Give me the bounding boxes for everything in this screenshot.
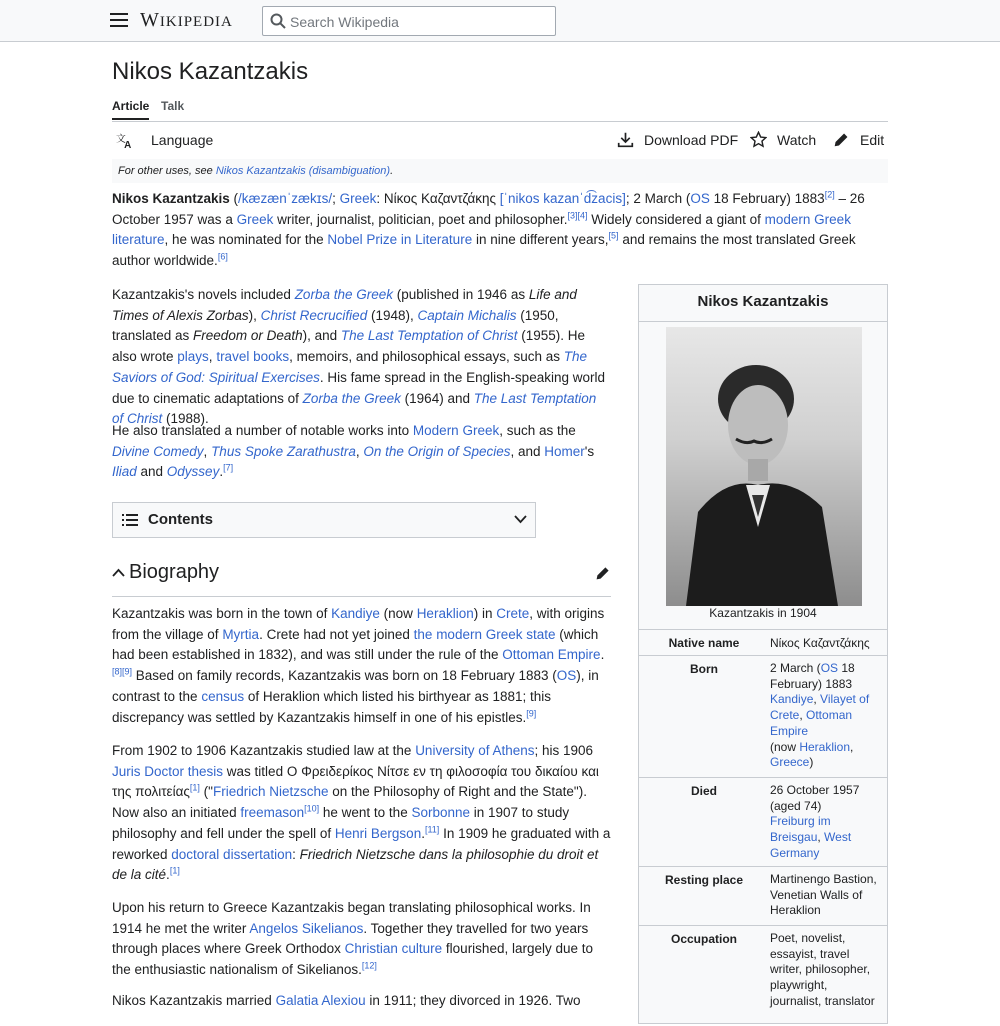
site-header bbox=[0, 0, 1000, 42]
page-toolbar bbox=[112, 123, 888, 159]
watch-button[interactable] bbox=[750, 131, 816, 148]
infobox-title: Nikos Kazantzakis bbox=[639, 285, 887, 322]
download-pdf-label: Download PDF bbox=[644, 131, 739, 148]
infobox-row: Occupation Poet, novelist, essayist, travel writer, philosopher, playwright, journalist, translator bbox=[639, 925, 887, 1026]
lead-paragraph-1: Nikos Kazantzakis (/kæzænˈzækɪs/; Greek: Νίκος Καζαντζάκης [ˈnikos kazanˈd͡zacis]; 2 March (OS 18 February) 1883[2] – 26 October 1957 was a Greek writer, journalist, politician, poet and philosopher.[3][4] Widely considered a giant of modern Greek literature, he was nominated for the Nobel Prize in Literature in nine different years,[5] and remains the most translated Greek author worldwide.[6] bbox=[112, 189, 865, 269]
tab-talk[interactable]: Talk bbox=[161, 99, 185, 113]
edit-button[interactable] bbox=[833, 131, 884, 148]
watch-label: Watch bbox=[777, 131, 817, 148]
namespace-tabs bbox=[112, 99, 888, 122]
portrait-photo[interactable] bbox=[666, 327, 862, 606]
svg-text:A: A bbox=[124, 140, 132, 149]
lead-paragraph-3: He also translated a number of notable works into Modern Greek, such as the Divine Comedy, Thus Spoke Zarathustra, On the Origin of Species, and Homer's Iliad and Odyssey.[7] bbox=[112, 423, 595, 480]
biography-paragraph-1: Kazantzakis was born in the town of Kandiye (now Heraklion) in Crete, with origins from the village of Myrtia. Crete had not yet joined the modern Greek state (which had been established in 1832), and was still under the rule of the Ottoman Empire.[8][9] Based on family records, Kazantzakis was born on 18 February 1883 (OS), in contrast to the census of Heraklion which listed his birthyear as 1881; this discrepancy was settled by Kazantzakis himself in one of his epistles.[9] bbox=[112, 606, 605, 725]
edit-label: Edit bbox=[860, 131, 885, 148]
contents-label: Contents bbox=[148, 511, 213, 528]
hatnote: For other uses, see Nikos Kazantzakis (disambiguation). bbox=[112, 159, 888, 183]
biography-paragraph-4: Nikos Kazantzakis married Galatia Alexiou in 1911; they divorced in 1926. Two bbox=[112, 993, 581, 1008]
search-placeholder: Search Wikipedia bbox=[290, 14, 399, 30]
svg-text:文: 文 bbox=[116, 133, 126, 145]
infobox-row: Native name Νίκος Καζαντζάκης bbox=[639, 629, 887, 656]
language-icon bbox=[116, 131, 134, 149]
wikipedia-logo[interactable]: WIKIPEDIA bbox=[140, 9, 233, 31]
lead-paragraph-2: Kazantzakis's novels included Zorba the Greek (published in 1946 as Life and Times of Alexis Zorbas), Christ Recrucified (1948), Captain Michalis (1950, translated as Freedom or Death), and The Last Temptation of Christ (1955). He also wrote plays, travel books, memoirs, and philosophical essays, such as The Saviors of God: Spiritual Exercises. His fame spread in the English-speaking world due to cinematic adaptations of Zorba the Greek (1964) and The Last Temptation of Christ (1988). bbox=[112, 287, 605, 427]
language-label: Language bbox=[151, 132, 214, 148]
menu-icon[interactable] bbox=[110, 13, 128, 29]
infobox bbox=[638, 284, 888, 1024]
table-of-contents-toggle[interactable] bbox=[112, 502, 536, 538]
list-icon bbox=[122, 513, 138, 527]
infobox-row: Born 2 March (OS 18 February) 1883 Kandiye, Vilayet of Crete, Ottoman Empire (now Heraklion, Greece) bbox=[639, 655, 887, 778]
pencil-icon[interactable] bbox=[595, 565, 611, 581]
died-value: 26 October 1957 (aged 74) Freiburg im Breisgau, West Germany bbox=[770, 783, 860, 860]
chevron-up-icon bbox=[112, 568, 125, 577]
section-heading-biography[interactable] bbox=[112, 558, 611, 597]
pencil-icon bbox=[833, 131, 850, 148]
download-icon bbox=[617, 131, 634, 148]
disambiguation-link[interactable]: Nikos Kazantzakis (disambiguation) bbox=[215, 165, 391, 177]
section-title: Biography bbox=[129, 561, 220, 583]
search-icon bbox=[270, 13, 286, 29]
biography-paragraph-3: Upon his return to Greece Kazantzakis began translating philosophical works. In 1914 he met the writer Angelos Sikelianos. Together they travelled for two years through places where Greek Orthodox Christian culture flourished, largely due to the enthusiastic nationalism of Sikelianos.[12] bbox=[112, 900, 594, 978]
star-icon bbox=[750, 131, 767, 148]
tab-article[interactable]: Article bbox=[112, 99, 149, 120]
portrait-caption: Kazantzakis in 1904 bbox=[709, 606, 817, 620]
page-title: Nikos Kazantzakis bbox=[112, 58, 309, 85]
download-pdf-button[interactable] bbox=[617, 131, 738, 148]
biography-paragraph-2: From 1902 to 1906 Kazantzakis studied law at the University of Athens; his 1906 Juris Doctor thesis was titled Ο Φρειδερίκος Νίτσε εν τη φιλοσοφία του δικαίου και της πολιτείας[1] ("Friedrich Nietzsche on the Philosophy of Right and the State"). Now also an initiated freemason[10] he went to the Sorbonne in 1907 to study philosophy and fell under the spell of Henri Bergson.[11] In 1909 he graduated with a reworked doctoral dissertation: Friedrich Nietzsche dans la philosophie du droit et de la cité.[1] bbox=[112, 743, 611, 883]
born-value: 2 March (OS 18 February) 1883 Kandiye, Vilayet of Crete, Ottoman Empire (now Heraklion, Greece) bbox=[770, 661, 870, 770]
chevron-down-icon bbox=[514, 515, 527, 524]
language-button[interactable] bbox=[116, 131, 213, 149]
search-input[interactable] bbox=[262, 6, 556, 36]
infobox-row: Died 26 October 1957 (aged 74) Freiburg im Breisgau, West Germany bbox=[639, 777, 887, 867]
infobox-row: Resting place Martinengo Bastion, Venetian Walls of Heraklion bbox=[639, 866, 887, 926]
